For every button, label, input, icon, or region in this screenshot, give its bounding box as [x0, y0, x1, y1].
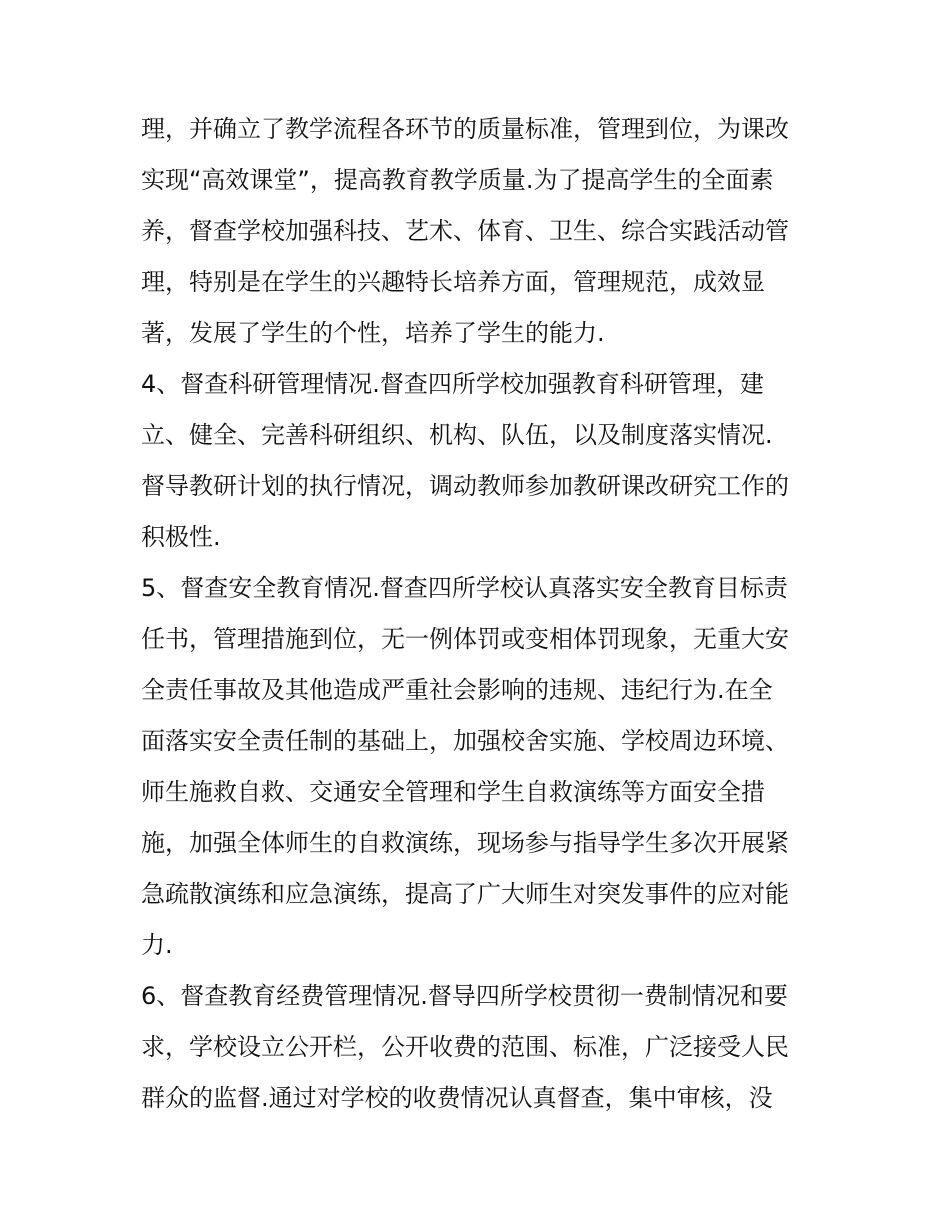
text-line: 师生施救自救、交通安全管理和学生自救演练等方面安全措	[141, 778, 765, 806]
text-line: 任书，管理措施到位，无一例体罚或变相体罚现象，无重大安	[141, 625, 789, 653]
text-line: 施，加强全体师生的自救演练，现场参与指导学生多次开展紧	[141, 829, 789, 857]
text-line: 著，发展了学生的个性，培养了学生的能力.	[141, 319, 605, 347]
text-line: 5、督查安全教育情况.督查四所学校认真落实安全教育目标责	[141, 574, 788, 602]
text-line: 立、健全、完善科研组织、机构、队伍，以及制度落实情况.	[141, 421, 773, 449]
text-line: 养，督查学校加强科技、艺术、体育、卫生、综合实践活动管	[141, 217, 789, 245]
text-line: 群众的监督.通过对学校的收费情况认真督查，集中审核，没	[141, 1084, 773, 1112]
text-line: 督导教研计划的执行情况，调动教师参加教研课改研究工作的	[141, 472, 789, 500]
text-line: 理，并确立了教学流程各环节的质量标准，管理到位，为课改	[141, 115, 789, 143]
text-line: 实现“高效课堂”，提高教育教学质量.为了提高学生的全面素	[141, 166, 774, 194]
text-line: 全责任事故及其他造成严重社会影响的违规、违纪行为.在全	[141, 676, 773, 704]
text-line: 求，学校设立公开栏，公开收费的范围、标准，广泛接受人民	[141, 1033, 789, 1061]
text-line: 4、督查科研管理情况.督查四所学校加强教育科研管理，建	[141, 370, 764, 398]
text-line: 积极性.	[141, 523, 221, 551]
body-text	[141, 104, 821, 1124]
text-line: 面落实安全责任制的基础上，加强校舍实施、学校周边环境、	[141, 727, 789, 755]
text-line: 急疏散演练和应急演练，提高了广大师生对突发事件的应对能	[141, 880, 789, 908]
text-line: 理，特别是在学生的兴趣特长培养方面，管理规范，成效显	[141, 268, 765, 296]
text-line: 力.	[141, 931, 173, 959]
text-line: 6、督查教育经费管理情况.督导四所学校贯彻一费制情况和要	[141, 982, 788, 1010]
